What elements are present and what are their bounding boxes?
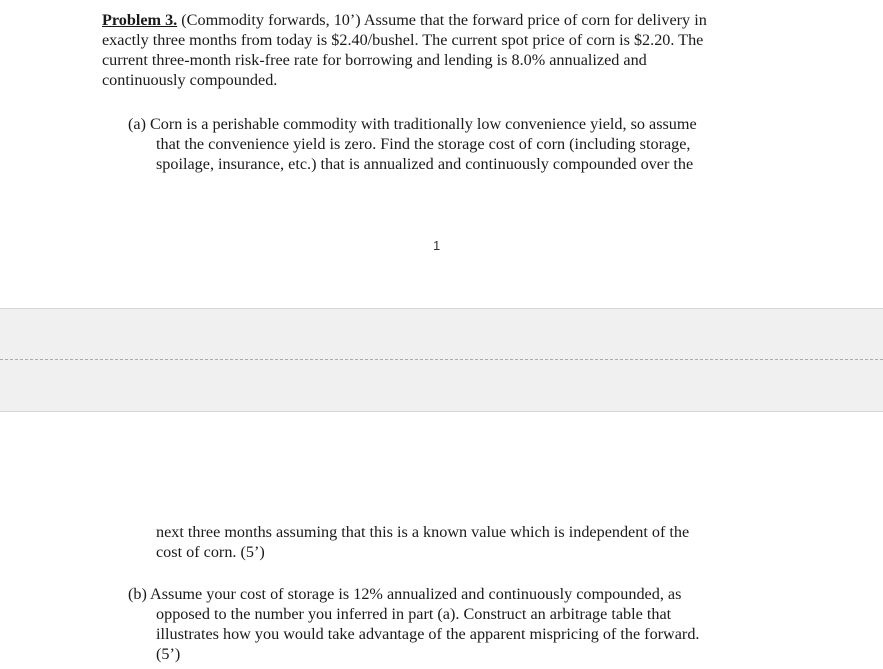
part-b-line-4: (5’)	[156, 645, 181, 663]
page-break-divider	[0, 359, 883, 360]
problem-line-2: exactly three months from today is $2.40/bushel. The current spot price of corn is $2.20. The	[102, 31, 704, 49]
part-a-line-1: (a) Corn is a perishable commodity with traditionally low convenience yield, so assume	[128, 115, 697, 133]
page-break	[0, 308, 883, 412]
problem-line-4: continuously compounded.	[102, 71, 278, 89]
problem-heading: Problem 3.	[102, 11, 178, 29]
page-number: 1	[433, 238, 441, 253]
part-a-line-4: next three months assuming that this is a known value which is independent of the	[156, 523, 690, 541]
part-a-line-5: cost of corn. (5’)	[156, 543, 265, 561]
part-b-line-3: illustrates how you would take advantage of the apparent mispricing of the forward.	[156, 625, 700, 643]
problem-line-1	[102, 10, 707, 30]
part-a-line-2: that the convenience yield is zero. Find the storage cost of corn (including storage,	[156, 135, 691, 153]
part-a-line-3: spoilage, insurance, etc.) that is annualized and continuously compounded over the	[156, 155, 694, 173]
part-b-line-2: opposed to the number you inferred in part (a). Construct an arbitrage table that	[156, 605, 672, 623]
part-b-line-1: (b) Assume your cost of storage is 12% annualized and continuously compounded, as	[128, 585, 682, 603]
problem-line-1-text: (Commodity forwards, 10’) Assume that the forward price of corn for delivery in	[177, 11, 707, 29]
problem-line-3: current three-month risk-free rate for borrowing and lending is 8.0% annualized and	[102, 51, 647, 69]
